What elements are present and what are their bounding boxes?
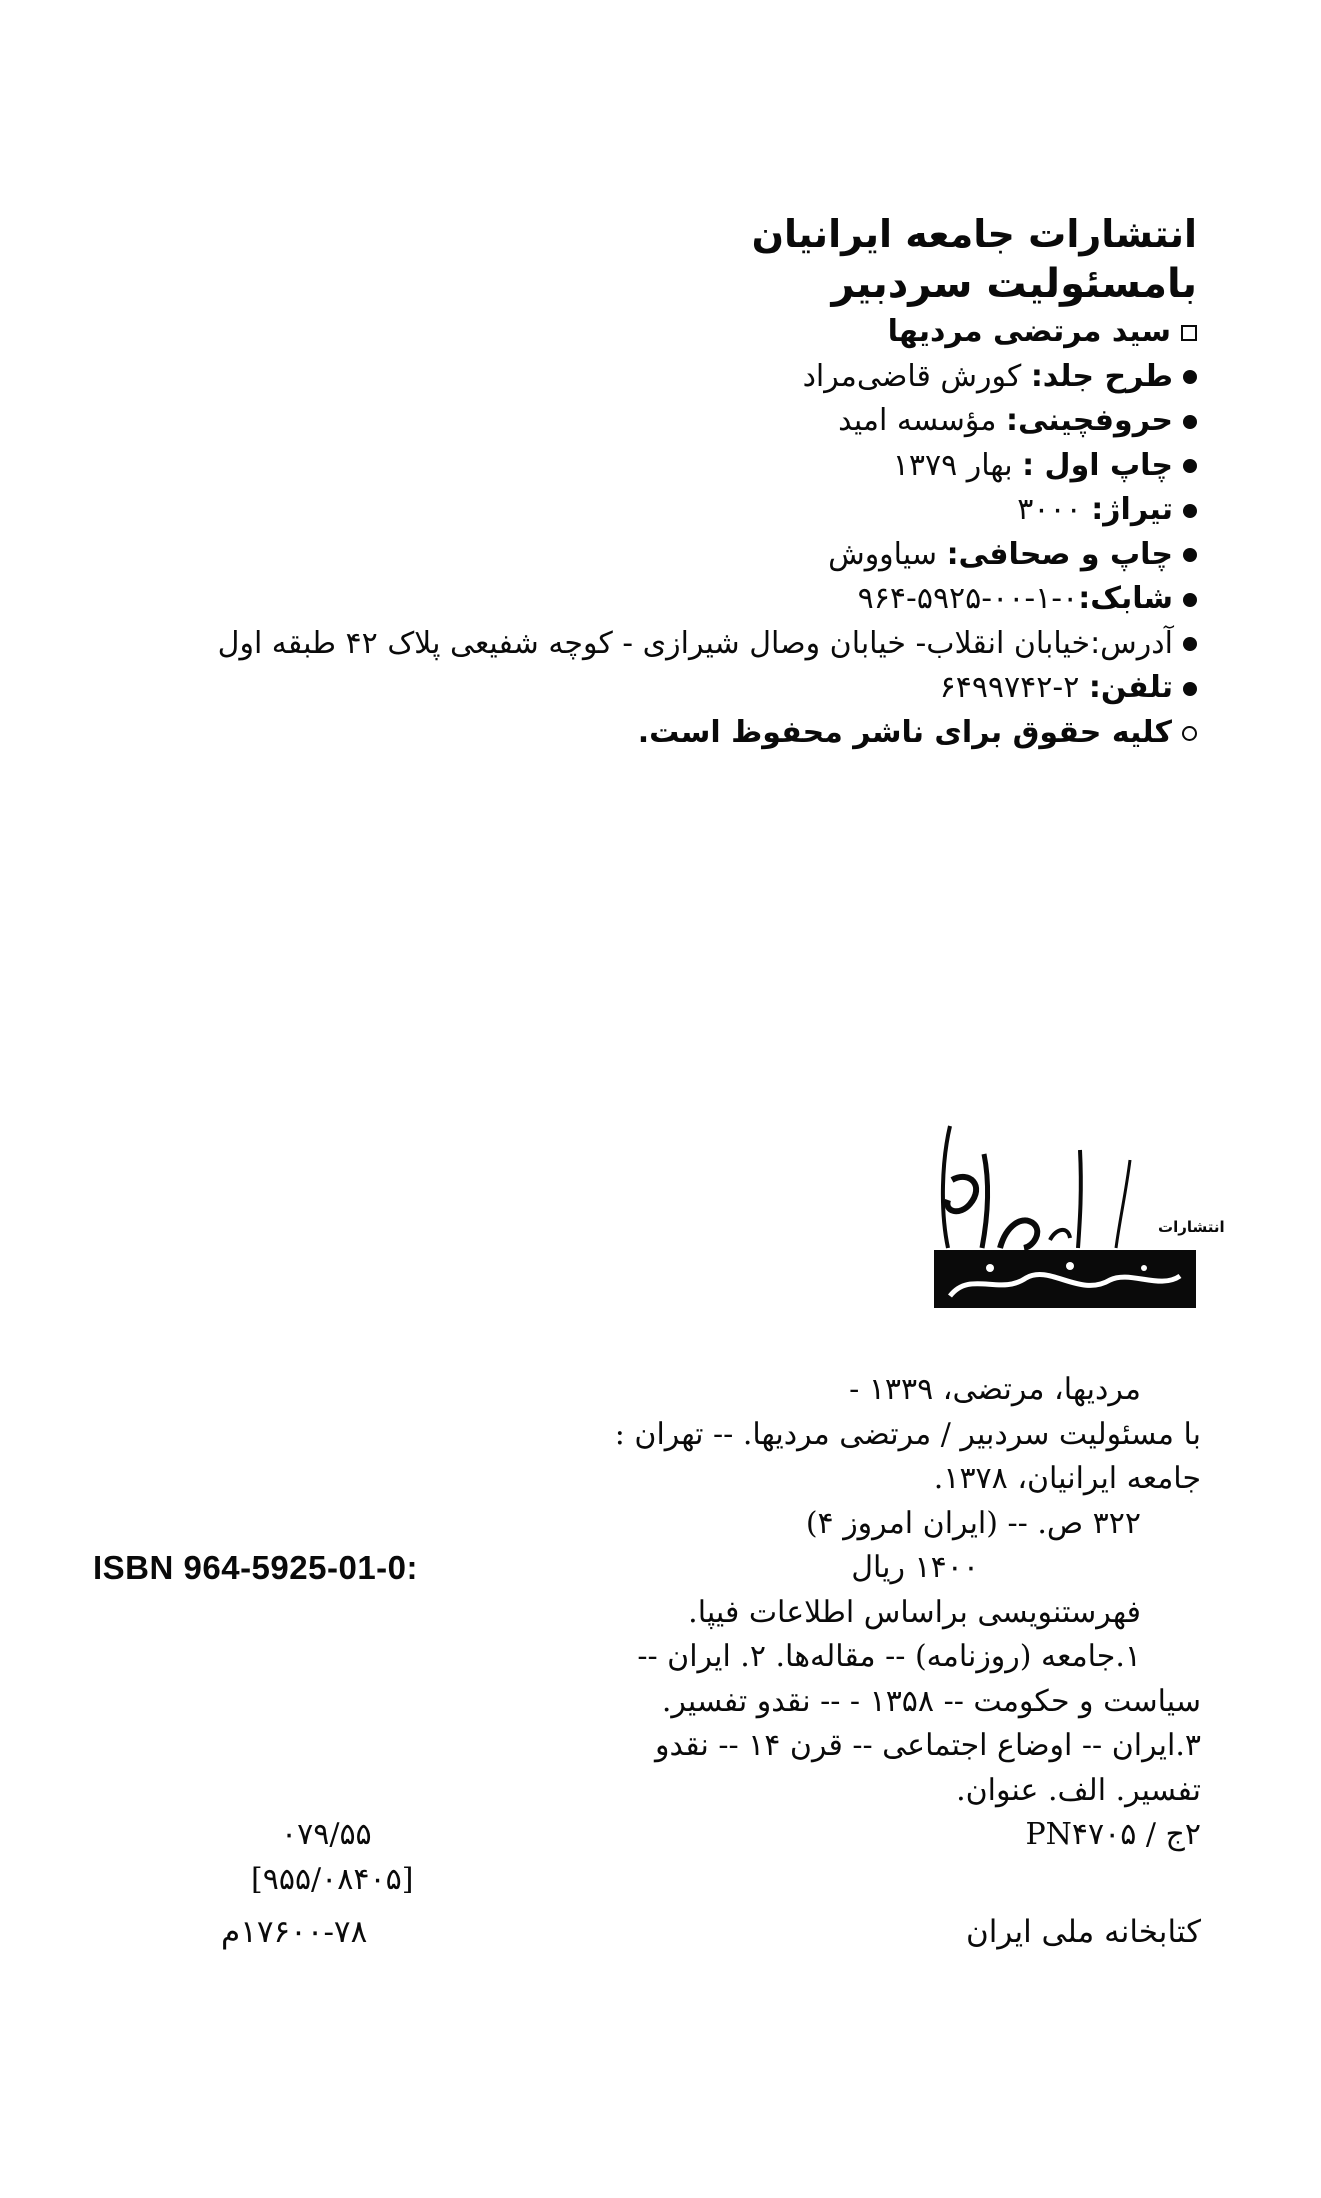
detail-label: شابک:: [1078, 581, 1173, 616]
catalog-price: ۱۴۰۰ ریال: [851, 1550, 979, 1585]
catalog-classification: [281, 1813, 1201, 1858]
detail-value: کورش قاضی‌مراد: [802, 358, 1022, 394]
detail-value: ۳۰۰۰: [1017, 492, 1082, 527]
catalog-subject-2: ۳.ایران -- اوضاع اجتماعی -- قرن ۱۴ -- نقدو: [655, 1728, 1201, 1763]
bullet-icon: [1183, 637, 1197, 651]
bullet-icon: [1183, 370, 1197, 384]
catalog-isbn: ISBN 964-5925-01-0:: [93, 1549, 418, 1586]
catalog-subject-1b: سیاست و حکومت -- ۱۳۵۸ - -- نقدو تفسیر.: [661, 1683, 1201, 1719]
catalog-price-isbn: [93, 1546, 1201, 1591]
publisher-info: [77, 210, 1197, 755]
detail-value: مؤسسه امید: [838, 403, 997, 438]
detail-label: طرح جلد:: [1030, 358, 1173, 394]
detail-typesetting: [77, 399, 1197, 444]
catalog-library-number: ۱۷۶۰۰-۷۸م: [221, 1914, 368, 1950]
detail-value: خیابان انقلاب- خیابان وصال شیرازی - کوچه شفیعی پلاک ۴۲ طبقه اول: [217, 625, 1091, 661]
catalog-dewey-full-row: [251, 1858, 1201, 1903]
author-name: سید مرتضی مردیها: [887, 314, 1171, 349]
catalog-dewey: ۰۷۹/۵۵: [281, 1817, 372, 1852]
catalog-publisher: جامعه ایرانیان، ۱۳۷۸.: [933, 1461, 1201, 1496]
detail-cover-design: [77, 355, 1197, 400]
rights-text: کلیه حقوق برای ناشر محفوظ است.: [637, 714, 1172, 750]
detail-label: تیراژ:: [1091, 492, 1173, 527]
catalog-dewey-full: [۹۵۵/۰۸۴۰۵]: [251, 1861, 414, 1897]
bullet-icon: [1183, 504, 1197, 518]
detail-value: ۰-۱-۰۰-۵۹۲۵-۹۶۴: [857, 581, 1079, 616]
catalog-subject-2b: تفسیر. الف. عنوان.: [956, 1772, 1201, 1808]
bullet-icon: [1183, 682, 1197, 696]
detail-label: آدرس:: [1090, 625, 1173, 661]
detail-printing: [77, 533, 1197, 578]
cataloging-data: [93, 1368, 1201, 1955]
catalog-author: مردیها، مرتضی، ۱۳۳۹ -: [849, 1372, 1141, 1407]
bullet-icon: [1183, 593, 1197, 607]
catalog-fipa: فهرستنویسی براساس اطلاعات فیپا.: [688, 1594, 1141, 1630]
rights-line: [77, 711, 1197, 756]
author-line: [77, 310, 1197, 355]
detail-first-edition: [77, 444, 1197, 489]
detail-phone: [77, 666, 1197, 711]
catalog-library: کتابخانه ملی ایران: [965, 1914, 1201, 1950]
detail-value: ۲-۶۴۹۹۷۴۲: [939, 670, 1080, 705]
detail-label: حروفچینی:: [1005, 403, 1173, 438]
detail-label: چاپ اول :: [1022, 447, 1173, 483]
detail-print-run: [77, 488, 1197, 533]
catalog-subject-1: ۱.جامعه (روزنامه) -- مقاله‌ها. ۲. ایران --: [637, 1639, 1141, 1674]
catalog-pages: ۳۲۲ ص. -- (ایران امروز ۴): [805, 1505, 1141, 1541]
logo-small-label: انتشارات: [1158, 1218, 1225, 1236]
detail-value: بهار ۱۳۷۹: [892, 447, 1013, 483]
publisher-logo: [930, 1120, 1225, 1330]
ring-bullet-icon: [1182, 726, 1197, 741]
bullet-icon: [1183, 415, 1197, 429]
catalog-library-row: [221, 1910, 1201, 1955]
catalog-lc-class: ۲ج / PN۴۷۰۵: [1025, 1817, 1201, 1852]
catalog-title: با مسئولیت سردبیر / مرتضی مردیها. -- تهران :: [614, 1416, 1201, 1452]
detail-address: [77, 622, 1197, 667]
detail-label: چاپ و صحافی:: [946, 536, 1173, 572]
square-bullet-icon: [1181, 325, 1197, 341]
detail-isbn: [77, 577, 1197, 622]
book-title: بامسئولیت سردبیر: [831, 261, 1197, 307]
detail-label: تلفن:: [1088, 670, 1173, 705]
bullet-icon: [1183, 459, 1197, 473]
detail-value: سیاووش: [828, 536, 938, 572]
publisher-name: انتشارات جامعه ایرانیان: [751, 212, 1197, 256]
bullet-icon: [1183, 548, 1197, 562]
